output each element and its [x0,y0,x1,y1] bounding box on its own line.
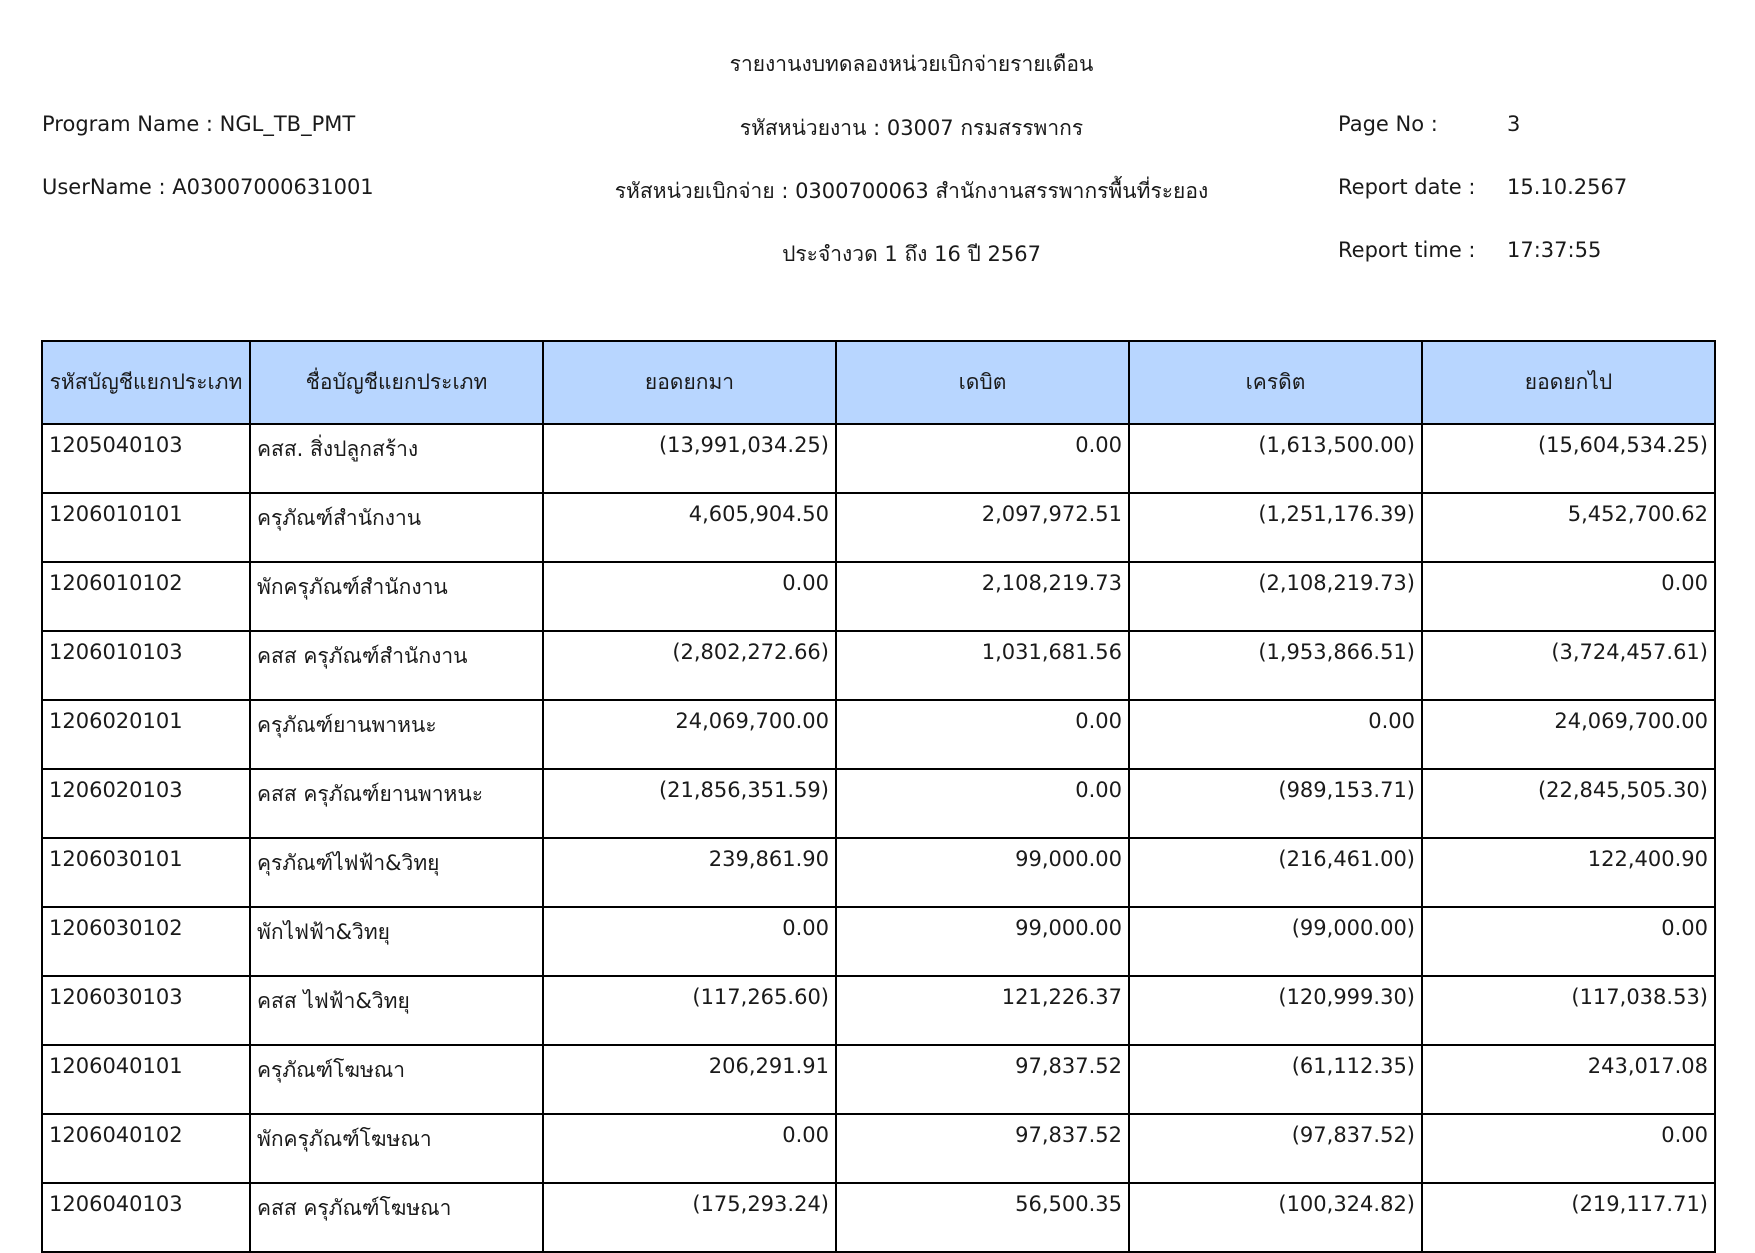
cell-brought-forward: (21,856,351.59) [543,769,836,838]
cell-account-code: 1206040102 [42,1114,250,1183]
cell-account-name: ครุภัณฑ์โฆษณา [250,1045,543,1114]
col-account-name: ชื่อบัญชีแยกประเภท [250,341,543,424]
cell-account-code: 1205040103 [42,424,250,493]
cell-brought-forward: (175,293.24) [543,1183,836,1252]
cell-carried-forward: 0.00 [1422,1114,1715,1183]
cell-account-code: 1206010102 [42,562,250,631]
cell-brought-forward: 206,291.91 [543,1045,836,1114]
col-brought-forward: ยอดยกมา [543,341,836,424]
cell-carried-forward: 24,069,700.00 [1422,700,1715,769]
cell-account-name: พักครุภัณฑ์โฆษณา [250,1114,543,1183]
cell-brought-forward: 239,861.90 [543,838,836,907]
table-row [42,1045,1715,1114]
cell-credit: (1,251,176.39) [1129,493,1422,562]
cell-credit: (100,324.82) [1129,1183,1422,1252]
report-title: รายงานงบทดลองหน่วยเบิกจ่ายรายเดือน [729,52,1094,76]
cell-carried-forward: (219,117.71) [1422,1183,1715,1252]
cell-account-name: คสส ครุภัณฑ์ยานพาหนะ [250,769,543,838]
cell-debit: 121,226.37 [836,976,1129,1045]
cell-account-name: คุรภัณฑ์ไฟฟ้า&วิทยุ [250,838,543,907]
cell-carried-forward: 243,017.08 [1422,1045,1715,1114]
cell-brought-forward: (2,802,272.66) [543,631,836,700]
agency-code: รหัสหน่วยงาน : 03007 กรมสรรพากร [739,116,1084,140]
cell-debit: 97,837.52 [836,1114,1129,1183]
cell-debit: 0.00 [836,769,1129,838]
cell-credit: 0.00 [1129,700,1422,769]
table-header-row [42,341,1715,424]
cell-carried-forward: (117,038.53) [1422,976,1715,1045]
cell-credit: (1,953,866.51) [1129,631,1422,700]
username: UserName : A03007000631001 [42,175,374,199]
cell-brought-forward: 4,605,904.50 [543,493,836,562]
cell-debit: 99,000.00 [836,838,1129,907]
cell-account-name: คสส ครุภัณฑ์สำนักงาน [250,631,543,700]
cell-debit: 99,000.00 [836,907,1129,976]
col-credit: เครดิต [1129,341,1422,424]
table-row [42,700,1715,769]
table-row [42,907,1715,976]
report-time-value: 17:37:55 [1507,238,1602,262]
col-account-code: รหัสบัญชีแยกประเภท [42,341,250,424]
cell-account-code: 1206040103 [42,1183,250,1252]
cell-debit: 56,500.35 [836,1183,1129,1252]
table-row [42,562,1715,631]
cell-debit: 97,837.52 [836,1045,1129,1114]
disbursing-unit: รหัสหน่วยเบิกจ่าย : 0300700063 สำนักงานสรรพากรพื้นที่ระยอง [614,179,1209,203]
cell-account-code: 1206010103 [42,631,250,700]
cell-account-name: คสส ไฟฟ้า&วิทยุ [250,976,543,1045]
cell-brought-forward: 24,069,700.00 [543,700,836,769]
table-row [42,1183,1715,1252]
cell-credit: (99,000.00) [1129,907,1422,976]
table-row [42,1114,1715,1183]
cell-account-name: คสส ครุภัณฑ์โฆษณา [250,1183,543,1252]
report-time-label: Report time : [1338,238,1476,262]
cell-carried-forward: 0.00 [1422,907,1715,976]
table-row [42,493,1715,562]
cell-account-name: ครุภัณฑ์ยานพาหนะ [250,700,543,769]
table-row [42,976,1715,1045]
cell-carried-forward: 5,452,700.62 [1422,493,1715,562]
cell-account-code: 1206030101 [42,838,250,907]
cell-carried-forward: (15,604,534.25) [1422,424,1715,493]
cell-account-name: คสส. สิ่งปลูกสร้าง [250,424,543,493]
cell-account-name: พักไฟฟ้า&วิทยุ [250,907,543,976]
cell-brought-forward: 0.00 [543,907,836,976]
col-debit: เดบิต [836,341,1129,424]
report-date-value: 15.10.2567 [1507,175,1628,199]
cell-credit: (1,613,500.00) [1129,424,1422,493]
cell-account-name: ครุภัณฑ์สำนักงาน [250,493,543,562]
cell-carried-forward: (22,845,505.30) [1422,769,1715,838]
cell-brought-forward: (117,265.60) [543,976,836,1045]
cell-carried-forward: 0.00 [1422,562,1715,631]
cell-account-code: 1206020101 [42,700,250,769]
cell-carried-forward: 122,400.90 [1422,838,1715,907]
cell-debit: 0.00 [836,424,1129,493]
cell-brought-forward: 0.00 [543,1114,836,1183]
cell-debit: 0.00 [836,700,1129,769]
trial-balance-table [41,340,1716,1253]
cell-brought-forward: (13,991,034.25) [543,424,836,493]
cell-account-code: 1206040101 [42,1045,250,1114]
cell-account-code: 1206030103 [42,976,250,1045]
col-carried-forward: ยอดยกไป [1422,341,1715,424]
table-row [42,838,1715,907]
page-no-label: Page No : [1338,112,1438,136]
cell-credit: (2,108,219.73) [1129,562,1422,631]
page-no-value: 3 [1507,112,1521,136]
cell-account-code: 1206010101 [42,493,250,562]
program-name: Program Name : NGL_TB_PMT [42,112,356,136]
cell-account-code: 1206030102 [42,907,250,976]
cell-credit: (61,112.35) [1129,1045,1422,1114]
cell-debit: 1,031,681.56 [836,631,1129,700]
report-date-label: Report date : [1338,175,1476,199]
cell-account-code: 1206020103 [42,769,250,838]
cell-credit: (989,153.71) [1129,769,1422,838]
cell-carried-forward: (3,724,457.61) [1422,631,1715,700]
cell-brought-forward: 0.00 [543,562,836,631]
cell-account-name: พักครุภัณฑ์สำนักงาน [250,562,543,631]
table-row [42,631,1715,700]
cell-credit: (120,999.30) [1129,976,1422,1045]
table-row [42,769,1715,838]
cell-credit: (216,461.00) [1129,838,1422,907]
cell-debit: 2,108,219.73 [836,562,1129,631]
report-period: ประจำงวด 1 ถึง 16 ปี 2567 [782,242,1041,266]
cell-credit: (97,837.52) [1129,1114,1422,1183]
table-row [42,424,1715,493]
cell-debit: 2,097,972.51 [836,493,1129,562]
